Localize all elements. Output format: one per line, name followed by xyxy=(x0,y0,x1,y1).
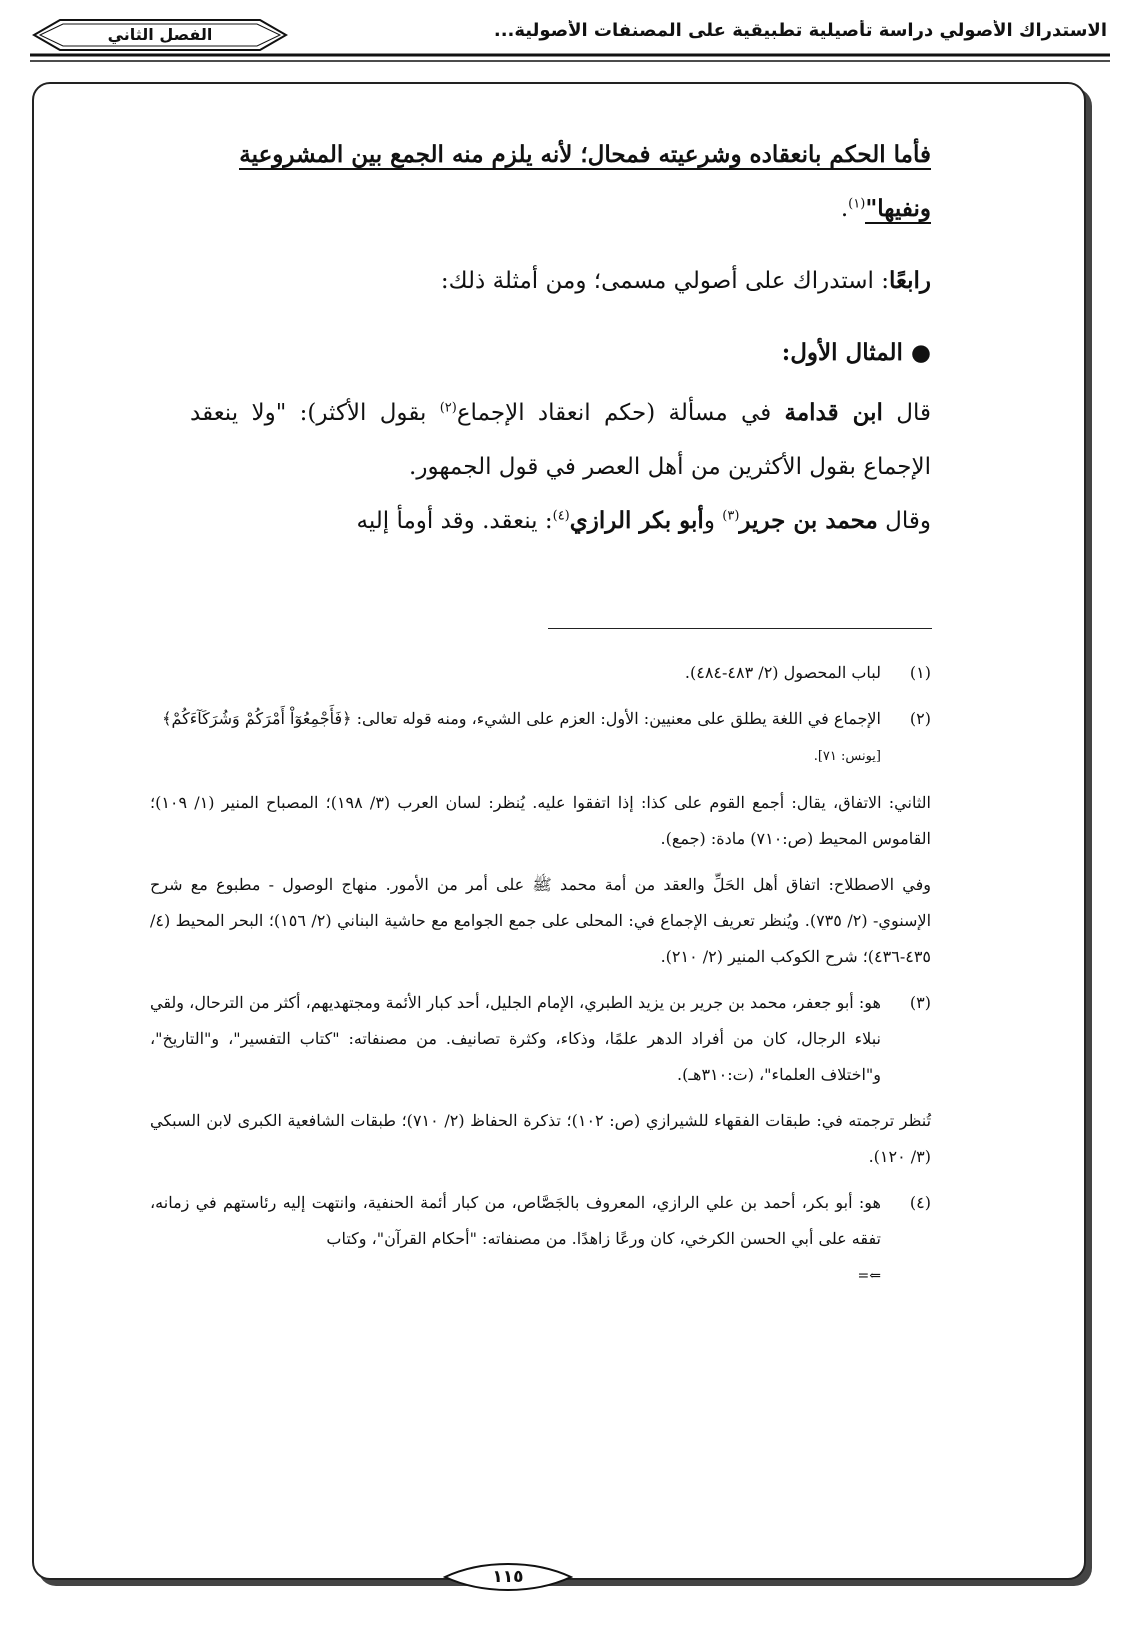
footnote-ref-1[interactable]: (١) xyxy=(848,196,866,212)
footnote-number: (٣) xyxy=(909,993,931,1012)
footnote-2 xyxy=(150,701,931,775)
footnote-number: (٤) xyxy=(909,1193,931,1212)
main-text xyxy=(190,128,931,548)
example-heading: ● المثال الأول: xyxy=(781,339,931,366)
footnote-4-body: هو: أبو بكر، أحمد بن علي الرازي، المعروف بالجَصَّاص، من كبار أئمة الحنفية، وانتهت إليه رئاستهم في زمانه، تفقه على أبي الحسن الكرخي، كان ورعًا زاهدًا. من مصنفاته: "أحكام القرآن"، وكتاب xyxy=(150,1193,881,1248)
para4-and: و xyxy=(703,508,723,534)
section-text: : استدراك على أصولي مسمى؛ ومن أمثلة ذلك: xyxy=(440,268,889,294)
footnote-1 xyxy=(150,655,931,691)
scholar-al-razi: أبو بكر الرازي xyxy=(569,507,704,534)
verse-citation: [يونس: ٧١]. xyxy=(813,749,881,764)
footnote-3 xyxy=(150,985,931,1093)
header-rules xyxy=(30,52,1110,68)
chapter-label: الفصل الثاني xyxy=(107,25,213,44)
footnote-2-definition: الإجماع في اللغة يطلق على معنيين: الأول: العزم على الشيء، ومنه قوله تعالى: ﴿فَأَجْمِعُوٓاْ أَمْرَكُمْ وَشُرَكَآءَكُمْ﴾ xyxy=(162,709,881,728)
para3-mid: في مسألة (حكم انعقاد الإجماع xyxy=(456,400,785,426)
footnote-separator xyxy=(548,628,932,629)
paragraph-4 xyxy=(190,494,931,548)
running-title: الاستدراك الأصولي دراسة تأصيلية تطبيقية على المصنفات الأصولية... xyxy=(493,20,1107,41)
scholar-ibn-qudama: ابن قدامة xyxy=(784,399,883,426)
footnote-ref-2[interactable]: (٢) xyxy=(439,400,457,416)
footnote-text xyxy=(150,1185,881,1294)
page-number-badge xyxy=(443,1562,573,1592)
para3-rest: بقول الأكثر): "ولا ينعقد الإجماع بقول الأكثرين من أهل العصر في قول الجمهور. xyxy=(190,400,931,480)
footnote-text: هو: أبو جعفر، محمد بن جرير بن يزيد الطبري، الإمام الجليل، أحد كبار الأئمة ومجتهديهم، أكثر من الترحال، ولقي نبلاء الرجال، كان من أفراد الدهر علمًا، وذكاء، وكثرة تصانيف. من مصنفاته: "كتاب التفسير"، و"التاريخ"، و"اختلاف العلماء"، (ت:٣١٠هـ). xyxy=(150,993,881,1084)
footnote-number: (١) xyxy=(909,663,931,682)
section-label: رابعًا xyxy=(888,267,931,294)
footnote-2-paragraph-3: وفي الاصطلاح: اتفاق أهل الحَلِّ والعقد من أمة محمد ﷺ على أمر من الأمور. منهاج الوصول - مطبوع مع شرح الإسنوي- (٢/ ٧٣٥). ويُنظر تعريف الإجماع في: المحلى على جمع الجوامع مع حاشية البناني (٢/ ١٥٦)؛ البحر المحيط (٤/ ٤٣٥-٤٣٦)؛ شرح الكوكب المنير (٢/ ٢١٠). xyxy=(150,875,932,966)
footnote-text xyxy=(150,701,881,775)
para4-rest: : ينعقد. وقد أومأ إليه xyxy=(356,508,553,534)
footnotes xyxy=(150,655,931,1304)
page-number: ١١٥ xyxy=(492,1567,524,1587)
chapter-tab xyxy=(30,16,290,54)
quote-end: . xyxy=(840,196,849,222)
para4-intro: وقال xyxy=(877,508,931,534)
footnote-4 xyxy=(150,1185,931,1294)
paragraph-1 xyxy=(190,128,931,236)
paragraph-2 xyxy=(190,254,931,308)
para3-intro: قال xyxy=(882,400,931,426)
footnote-number: (٢) xyxy=(909,709,931,728)
footnote-ref-4[interactable]: (٤) xyxy=(552,508,570,524)
quote-line-2: ونفيها" xyxy=(865,195,931,222)
footnote-2-paragraph-2: الثاني: الاتفاق، يقال: أجمع القوم على كذا: إذا اتفقوا عليه. يُنظر: لسان العرب (٣/ ١٩٨)؛ المصباح المنير (١/ ١٠٩)؛ القاموس المحيط (ص:٧١٠) مادة: (جمع). xyxy=(150,793,931,848)
footnote-text: لباب المحصول (٢/ ٤٨٣-٤٨٤). xyxy=(684,663,881,682)
quote-line-1: فأما الحكم بانعقاده وشرعيته فمحال؛ لأنه يلزم منه الجمع بين المشروعية xyxy=(239,141,931,168)
footnote-3-paragraph-2: تُنظر ترجمته في: طبقات الفقهاء للشيرازي (ص: ١٠٢)؛ تذكرة الحفاظ (٢/ ٧١٠)؛ طبقات الشافعية الكبرى لابن السبكي (٣/ ١٢٠). xyxy=(150,1111,932,1166)
scholar-ibn-jarir: محمد بن جرير xyxy=(739,507,878,534)
continuation-arrow-icon: ⇐= xyxy=(857,1268,881,1284)
footnote-ref-3[interactable]: (٣) xyxy=(722,508,740,524)
paragraph-3 xyxy=(190,386,931,494)
